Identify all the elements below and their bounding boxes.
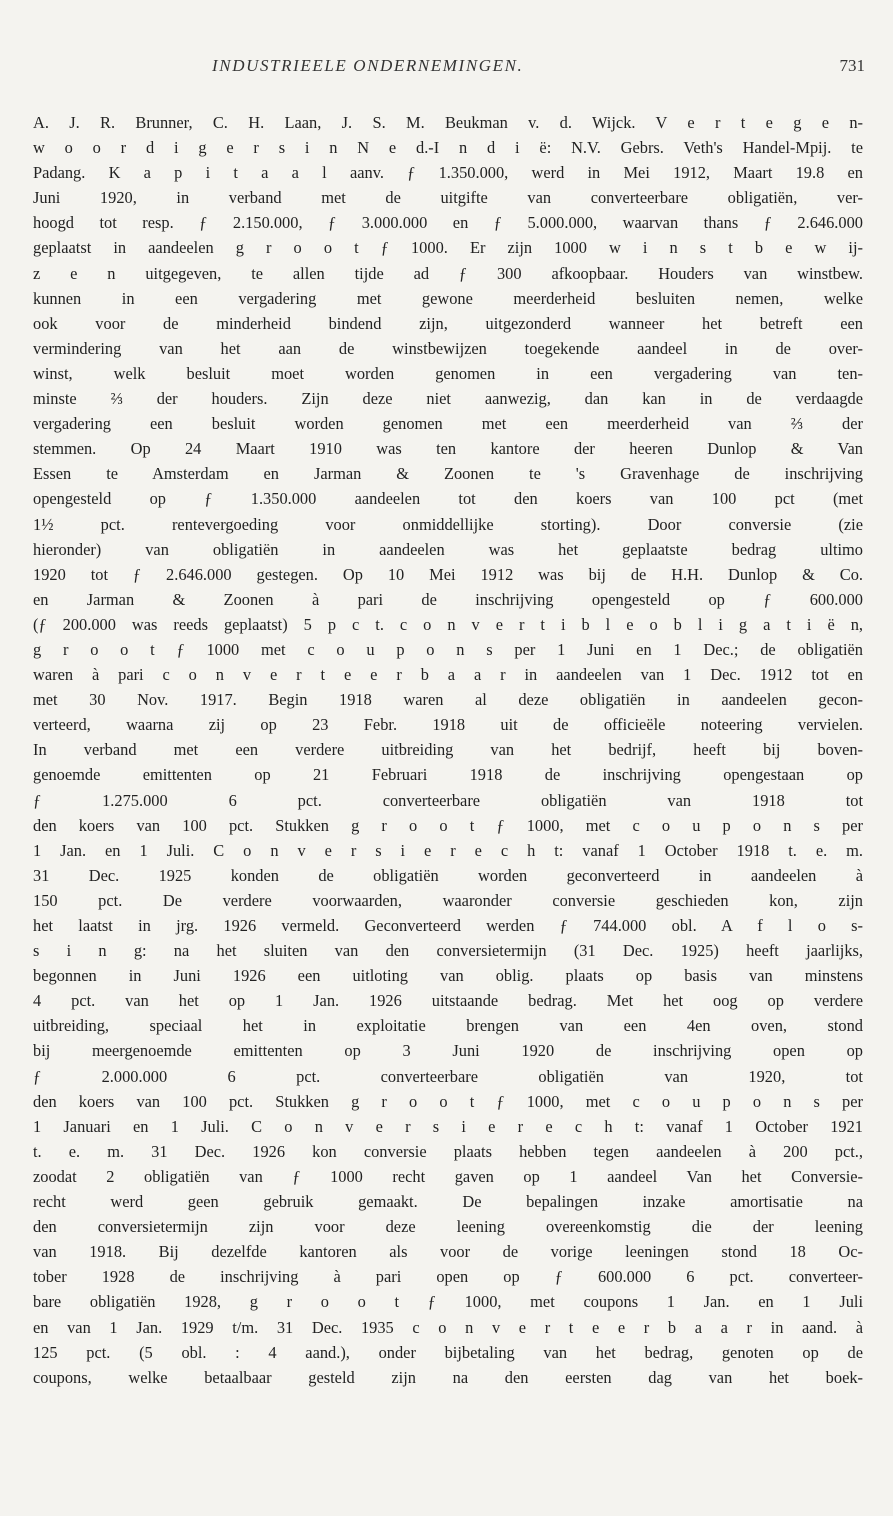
text-line: zoodat 2 obligatiën van ƒ 1000 recht gaven op 1 aandeel Van het Conversie- — [33, 1166, 863, 1186]
text-line: Essen te Amsterdam en Jarman & Zoonen te 's Gravenhage de inschrijving — [33, 464, 863, 484]
text-line: bare obligatiën 1928, g r o o t ƒ 1000, met coupons 1 Jan. en 1 Juli — [33, 1292, 863, 1312]
text-line: den koers van 100 pct. Stukken g r o o t ƒ 1000, met c o u p o n s per — [33, 1091, 863, 1111]
text-line: bij meergenoemde emittenten op 3 Juni 1920 de inschrijving open op — [33, 1041, 863, 1061]
text-line: A. J. R. Brunner, C. H. Laan, J. S. M. Beukman v. d. Wijck. V e r t e g e n- — [33, 113, 863, 132]
text-line: In verband met een verdere uitbreiding van het bedrijf, heeft bij boven- — [33, 740, 863, 760]
text-line: Padang. K a p i t a a l aanv. ƒ 1.350.000, werd in Mei 1912, Maart 19.8 en — [33, 163, 863, 183]
text-line: 1 Jan. en 1 Juli. C o n v e r s i e r e c h t: vanaf 1 October 1918 t. e. m. — [33, 840, 863, 860]
text-line: 1½ pct. rentevergoeding voor onmiddellijke storting). Door conversie (zie — [33, 514, 863, 534]
text-line: begonnen in Juni 1926 een uitloting van oblig. plaats op basis van minstens — [33, 966, 863, 986]
text-line: hieronder) van obligatiën in aandeelen was het geplaatste bedrag ultimo — [33, 539, 863, 559]
text-line: waren à pari c o n v e r t e e r b a a r in aandeelen van 1 Dec. 1912 tot en — [33, 665, 863, 685]
text-line: 31 Dec. 1925 konden de obligatiën worden geconverteerd in aandeelen à — [33, 865, 863, 885]
text-line: (ƒ 200.000 was reeds geplaatst) 5 p c t. c o n v e r t i b l e o b l i g a t i ë n, — [33, 614, 863, 634]
text-line: hoogd tot resp. ƒ 2.150.000, ƒ 3.000.000 en ƒ 5.000.000, waarvan thans ƒ 2.646.000 — [33, 213, 863, 233]
text-line: w o o r d i g e r s i n N e d.-I n d i ë: N.V. Gebrs. Veth's Handel-Mpij. te — [33, 138, 863, 158]
page-number: 731 — [839, 56, 865, 75]
text-line: minste ⅔ der houders. Zijn deze niet aanwezig, dan kan in de verdaagde — [33, 389, 863, 409]
text-line: z e n uitgegeven, te allen tijde ad ƒ 300 afkoopbaar. Houders van winstbew. — [33, 263, 863, 283]
text-line: met 30 Nov. 1917. Begin 1918 waren al deze obligatiën in aandeelen gecon- — [33, 690, 863, 710]
text-line: en Jarman & Zoonen à pari de inschrijving opengesteld op ƒ 600.000 — [33, 589, 863, 609]
body-text — [33, 110, 863, 1390]
text-line: opengesteld op ƒ 1.350.000 aandeelen tot den koers van 100 pct (met — [33, 489, 863, 509]
text-line: genoemde emittenten op 21 Februari 1918 de inschrijving opengestaan op — [33, 765, 863, 785]
text-line: van 1918. Bij dezelfde kantoren als voor de vorige leeningen stond 18 Oc- — [33, 1242, 863, 1262]
text-line: 4 pct. van het op 1 Jan. 1926 uitstaande bedrag. Met het oog op verdere — [33, 991, 863, 1011]
text-line: recht werd geen gebruik gemaakt. De bepalingen inzake amortisatie na — [33, 1192, 863, 1212]
text-line: het laatst in jrg. 1926 vermeld. Geconverteerd werden ƒ 744.000 obl. A f l o s- — [33, 916, 863, 935]
text-line: vergadering een besluit worden genomen met een meerderheid van ⅔ der — [33, 414, 863, 434]
text-line: kunnen in een vergadering met gewone meerderheid besluiten nemen, welke — [33, 288, 863, 308]
text-line: ook voor de minderheid bindend zijn, uitgezonderd wanneer het betreft een — [33, 313, 863, 333]
text-line: 150 pct. De verdere voorwaarden, waaronder conversie geschieden kon, zijn — [33, 890, 863, 910]
text-line: geplaatst in aandeelen g r o o t ƒ 1000. Er zijn 1000 w i n s t b e w ij- — [33, 238, 863, 258]
page-header — [0, 40, 893, 110]
text-line: vermindering van het aan de winstbewijzen toegekende aandeel in de over- — [33, 338, 863, 358]
text-line: verteerd, waarna zij op 23 Febr. 1918 uit de officieële noteering vervielen. — [33, 715, 863, 735]
text-line: g r o o t ƒ 1000 met c o u p o n s per 1 Juni en 1 Dec.; de obligatiën — [33, 639, 863, 659]
text-line: Juni 1920, in verband met de uitgifte van converteerbare obligatiën, ver- — [33, 188, 863, 208]
text-line: den conversietermijn zijn voor deze leening overeenkomstig die der leening — [33, 1217, 863, 1237]
text-line: s i n g: na het sluiten van den conversietermijn (31 Dec. 1925) heeft jaarlijks, — [33, 941, 863, 961]
text-line: coupons, welke betaalbaar gesteld zijn na den eersten dag van het boek- — [33, 1367, 863, 1387]
text-line: 1 Januari en 1 Juli. C o n v e r s i e r e c h t: vanaf 1 October 1921 — [33, 1116, 863, 1136]
text-line: den koers van 100 pct. Stukken g r o o t ƒ 1000, met c o u p o n s per — [33, 815, 863, 835]
text-line: ƒ 2.000.000 6 pct. converteerbare obligatiën van 1920, tot — [33, 1066, 863, 1086]
running-title: INDUSTRIEELE ONDERNEMINGEN. — [212, 56, 524, 75]
text-line: ƒ 1.275.000 6 pct. converteerbare obligatiën van 1918 tot — [33, 790, 863, 810]
text-line: winst, welk besluit moet worden genomen in een vergadering van ten- — [33, 363, 863, 383]
text-line: 125 pct. (5 obl. : 4 aand.), onder bijbetaling van het bedrag, genoten op de — [33, 1342, 863, 1362]
text-line: uitbreiding, speciaal het in exploitatie brengen van een 4en oven, stond — [33, 1016, 863, 1036]
text-line: stemmen. Op 24 Maart 1910 was ten kantore der heeren Dunlop & Van — [33, 439, 863, 459]
text-line: t. e. m. 31 Dec. 1926 kon conversie plaats hebben tegen aandeelen à 200 pct., — [33, 1141, 863, 1161]
text-line: tober 1928 de inschrijving à pari open op ƒ 600.000 6 pct. converteer- — [33, 1267, 863, 1287]
text-line: en van 1 Jan. 1929 t/m. 31 Dec. 1935 c o n v e r t e e r b a a r in aand. à — [33, 1317, 863, 1337]
text-line: 1920 tot ƒ 2.646.000 gestegen. Op 10 Mei 1912 was bij de H.H. Dunlop & Co. — [33, 564, 863, 584]
